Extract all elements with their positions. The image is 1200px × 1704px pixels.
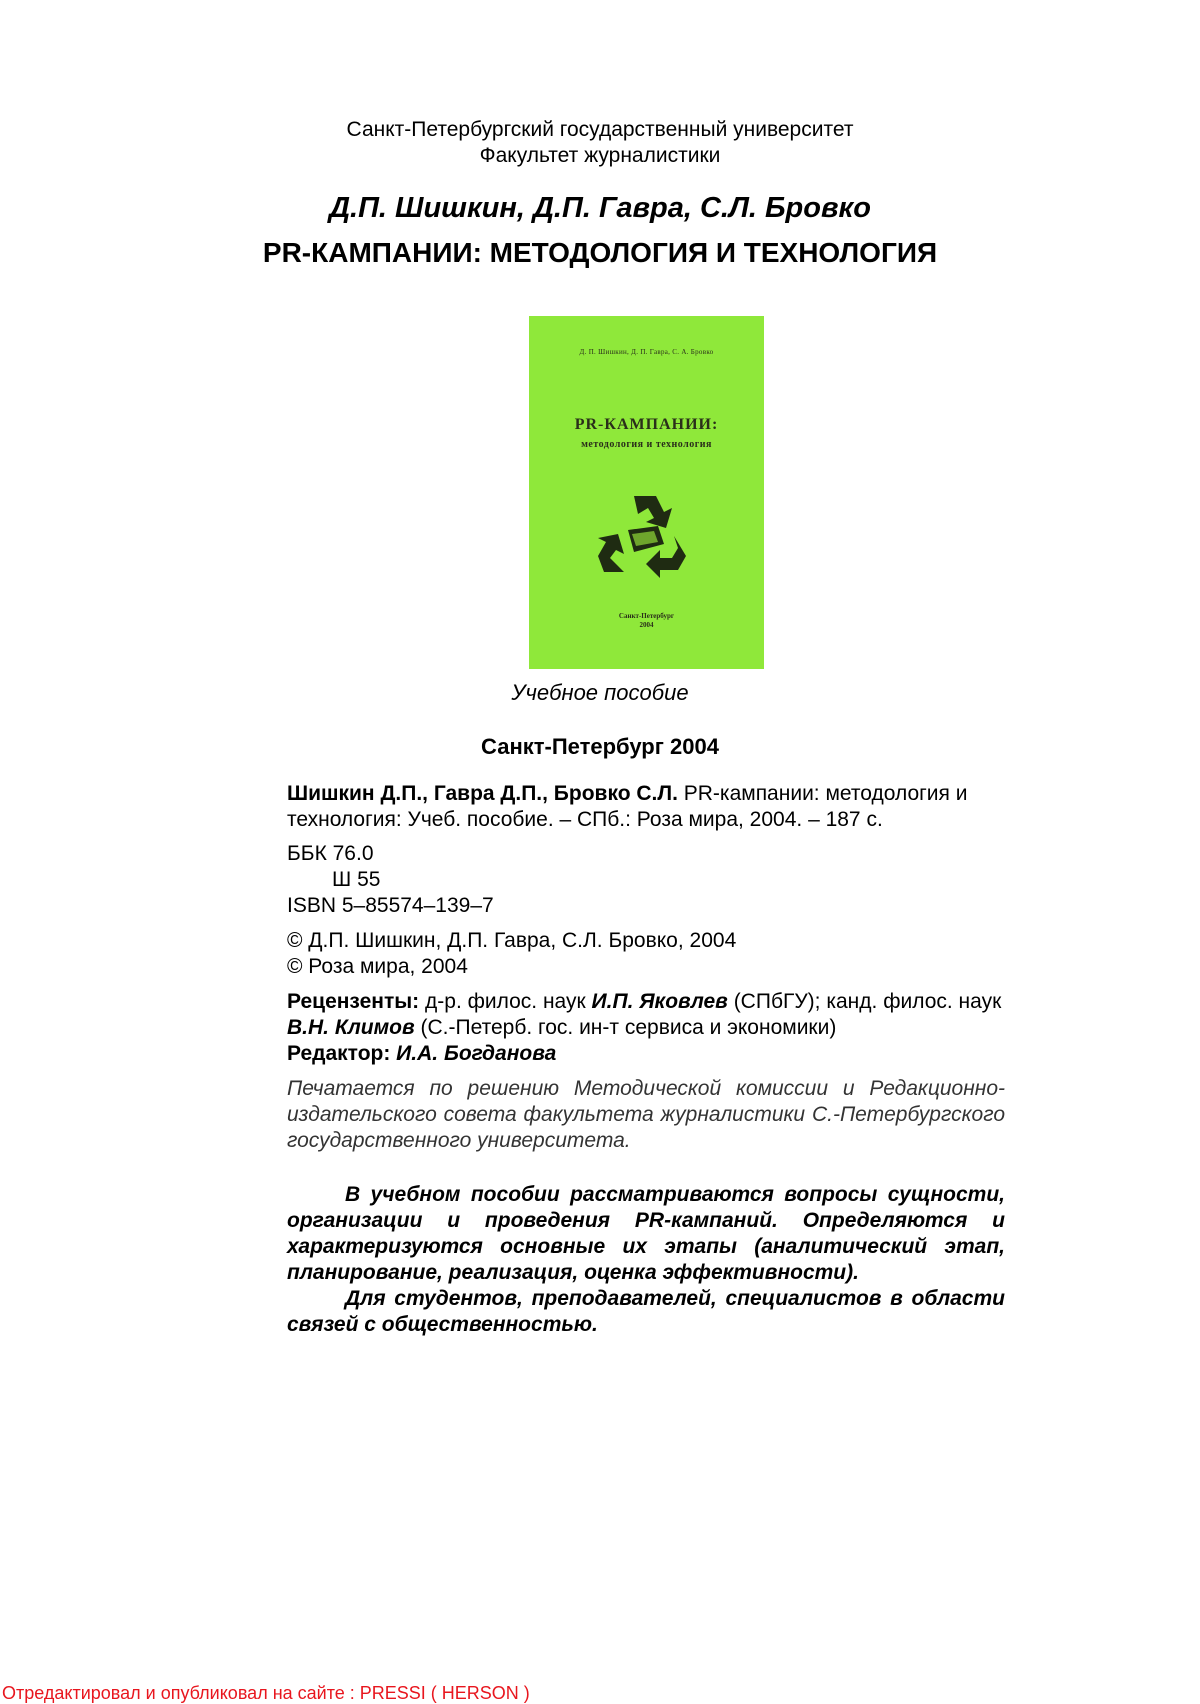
publication-city-year: Санкт-Петербург 2004 (481, 734, 719, 759)
cover-city: Санкт-Петербург (618, 612, 675, 620)
abstract-paragraph-2: Для студентов, преподавателей, специалистов в области связей с общественностью. (287, 1287, 1005, 1336)
reviewers-block (287, 989, 1005, 1067)
publication-kind: Учебное пособие (511, 680, 689, 705)
university-header (0, 117, 1200, 169)
editor-label: Редактор: (287, 1042, 391, 1065)
book-title: PR-КАМПАНИИ: МЕТОДОЛОГИЯ И ТЕХНОЛОГИЯ (262, 237, 938, 268)
abstract (287, 1182, 1005, 1338)
copyright-publisher: © Роза мира, 2004 (287, 955, 468, 978)
reviewer1-degree: д-р. филос. наук (419, 990, 592, 1013)
author-mark: Ш 55 (332, 868, 381, 891)
book-authors: Д.П. Шишкин, Д.П. Гавра, С.Л. Бровко (329, 192, 871, 224)
cover-title: PR-КАМПАНИИ: (574, 416, 719, 433)
faculty-name: Факультет журналистики (479, 144, 721, 167)
copyright-block (287, 928, 1005, 980)
reviewer1-name: И.П. Яковлев (591, 990, 728, 1013)
cover-subtitle: методология и технология (581, 439, 712, 450)
book-cover-image (529, 316, 764, 669)
isbn: ISBN 5–85574–139–7 (287, 894, 494, 917)
recycle-arrows-with-book-icon (594, 486, 694, 586)
reviewer2-affiliation: (С.-Петерб. гос. ин-т сервиса и экономики) (414, 1016, 837, 1039)
classification-block (287, 841, 1005, 919)
footer-credit: Отредактировал и опубликовал на сайте : PRESSI ( HERSON ) (2, 1683, 530, 1703)
citation-authors: Шишкин Д.П., Гавра Д.П., Бровко С.Л. (287, 782, 678, 805)
editor-line (287, 1041, 1005, 1067)
copyright-authors: © Д.П. Шишкин, Д.П. Гавра, С.Л. Бровко, 2004 (287, 929, 737, 952)
reviewer1-affiliation: (СПбГУ); канд. филос. наук (727, 990, 1002, 1013)
cover-authors: Д. П. Шишкин, Д. П. Гавра, С. А. Бровко (579, 348, 714, 356)
reviewers-label: Рецензенты: (287, 990, 420, 1013)
editor-name: И.А. Богданова (390, 1042, 557, 1065)
cover-year: 2004 (639, 621, 654, 629)
citation-text: PR-кампании: методология и технология: Учеб. пособие. – СПб.: Роза мира, 2004. – 187 с. (287, 782, 968, 831)
bbk-code: ББК 76.0 (287, 842, 374, 865)
university-name: Санкт-Петербургский государственный университет (346, 118, 854, 141)
abstract-paragraph-1: В учебном пособии рассматриваются вопросы сущности, организации и проведения PR-кампаний. Определяются и характеризуются основные их этапы (аналитический этап, планирование, реализация, оценка эффективности). (287, 1183, 1005, 1284)
bibliographic-citation (287, 781, 1005, 833)
cover-imprint (529, 612, 764, 630)
reviewers-line (287, 989, 1005, 1041)
approval-note: Печатается по решению Методической комиссии и Редакционно-издательского совета факультета журналистики С.-Петербургского государственного университета. (287, 1077, 1005, 1152)
reviewer2-name: В.Н. Климов (287, 1016, 415, 1039)
